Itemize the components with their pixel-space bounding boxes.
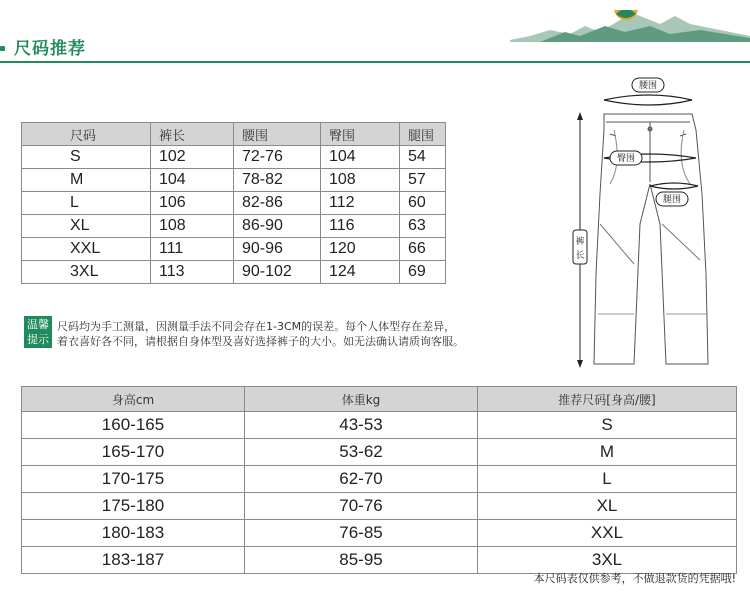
cell-thigh: 57	[400, 169, 446, 192]
cell-hip: 104	[321, 146, 400, 169]
cell-size: M	[22, 169, 151, 192]
cell-waist: 82-86	[234, 192, 321, 215]
table-row	[22, 192, 446, 215]
cell-hip: 124	[321, 261, 400, 284]
cell-weight: 76-85	[245, 520, 478, 547]
cell-waist: 86-90	[234, 215, 321, 238]
cell-height: 170-175	[22, 466, 245, 493]
table-row	[22, 520, 737, 547]
col-header-hip: 臀围	[321, 123, 400, 146]
cell-length: 106	[151, 192, 234, 215]
tip-notice	[24, 316, 544, 348]
cell-thigh: 54	[400, 146, 446, 169]
table-row	[22, 146, 446, 169]
col-header-thigh: 腿围	[400, 123, 446, 146]
table-row	[22, 238, 446, 261]
cell-length: 102	[151, 146, 234, 169]
cell-height: 165-170	[22, 439, 245, 466]
cell-length: 111	[151, 238, 234, 261]
col-header-height: 身高cm	[22, 387, 245, 412]
cell-waist: 90-102	[234, 261, 321, 284]
table-row	[22, 261, 446, 284]
table-row	[22, 439, 737, 466]
table-row	[22, 169, 446, 192]
length-label-2: 长	[575, 251, 585, 261]
pants-measurement-diagram	[570, 74, 730, 374]
cell-recommended-size: L	[478, 466, 737, 493]
cell-hip: 108	[321, 169, 400, 192]
table-row	[22, 215, 446, 238]
length-label-1: 裤	[575, 237, 585, 247]
cell-thigh: 66	[400, 238, 446, 261]
col-header-weight: 体重kg	[245, 387, 478, 412]
tip-badge-line1: 温馨	[27, 318, 49, 331]
tip-badge-line2: 提示	[27, 333, 49, 346]
waist-label: 腰围	[638, 81, 658, 91]
col-header-length: 裤长	[151, 123, 234, 146]
tip-badge	[24, 316, 52, 348]
cell-weight: 85-95	[245, 547, 478, 574]
table-row	[22, 493, 737, 520]
cell-height: 180-183	[22, 520, 245, 547]
table-row	[22, 412, 737, 439]
length-marker	[573, 112, 587, 368]
cell-hip: 120	[321, 238, 400, 261]
cell-recommended-size: 3XL	[478, 547, 737, 574]
size-recommendation-table	[21, 386, 737, 574]
cell-recommended-size: XXL	[478, 520, 737, 547]
section-title: 尺码推荐	[14, 39, 86, 59]
thigh-label: 腿围	[662, 195, 682, 205]
cell-recommended-size: XL	[478, 493, 737, 520]
cell-recommended-size: S	[478, 412, 737, 439]
cell-weight: 70-76	[245, 493, 478, 520]
recommend-table-header-row	[22, 387, 737, 412]
bullet-dot	[0, 46, 5, 51]
footnote-disclaimer: 本尺码表仅供参考，不做退款货的凭据哦!	[533, 572, 736, 585]
cell-size: S	[22, 146, 151, 169]
cell-height: 160-165	[22, 412, 245, 439]
cell-size: 3XL	[22, 261, 151, 284]
cell-weight: 53-62	[245, 439, 478, 466]
cell-height: 183-187	[22, 547, 245, 574]
cell-size: XXL	[22, 238, 151, 261]
tip-text-line1: 尺码均为手工测量，因测量手法不同会存在1-3CM的误差。每个人体型存在差异，	[57, 320, 456, 333]
cell-length: 108	[151, 215, 234, 238]
cell-hip: 116	[321, 215, 400, 238]
cell-weight: 43-53	[245, 412, 478, 439]
cell-thigh: 69	[400, 261, 446, 284]
col-header-size: 尺码	[22, 123, 151, 146]
size-table-header-row	[22, 123, 446, 146]
col-header-recommended-size: 推荐尺码[身高/腰]	[478, 387, 737, 412]
cell-recommended-size: M	[478, 439, 737, 466]
cell-length: 104	[151, 169, 234, 192]
thigh-marker	[650, 183, 698, 206]
waist-marker	[604, 78, 692, 105]
cell-waist: 72-76	[234, 146, 321, 169]
cell-weight: 62-70	[245, 466, 478, 493]
tip-text-line2: 着衣喜好各不同，请根据自身体型及喜好选择裤子的大小。如无法确认请质询客服。	[57, 335, 464, 348]
cell-length: 113	[151, 261, 234, 284]
cell-thigh: 63	[400, 215, 446, 238]
hip-label: 臀围	[616, 154, 636, 164]
size-chart-table	[21, 122, 446, 284]
cell-thigh: 60	[400, 192, 446, 215]
cell-size: XL	[22, 215, 151, 238]
col-header-waist: 腰围	[234, 123, 321, 146]
pants-outline	[594, 114, 708, 364]
cell-hip: 112	[321, 192, 400, 215]
cell-height: 175-180	[22, 493, 245, 520]
cell-size: L	[22, 192, 151, 215]
cell-waist: 78-82	[234, 169, 321, 192]
cell-waist: 90-96	[234, 238, 321, 261]
sun-mountain-logo	[510, 10, 750, 70]
table-row	[22, 466, 737, 493]
